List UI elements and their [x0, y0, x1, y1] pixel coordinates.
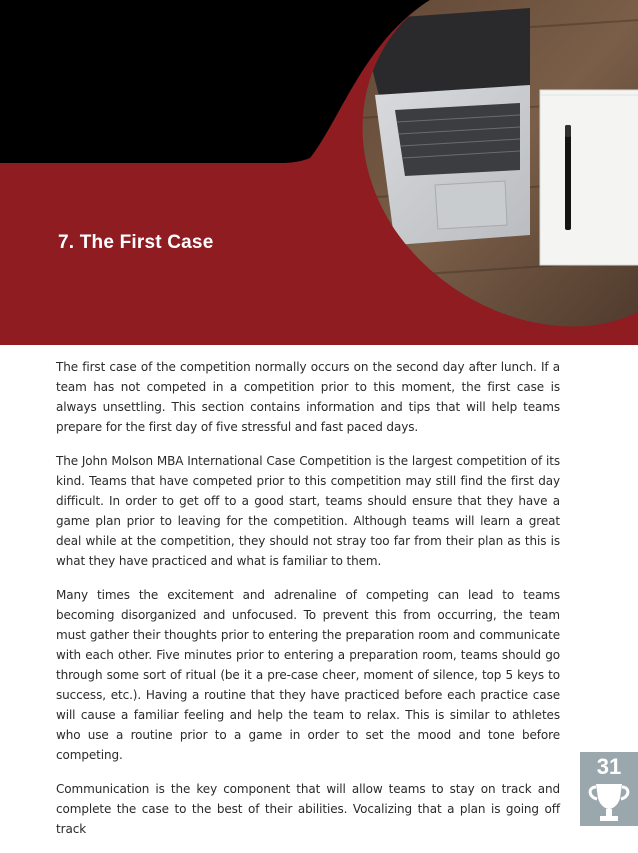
- paragraph: The first case of the competition normally occurs on the second day after lunch. If a team has not competed in a competition prior to this moment, the first case is always unsettling. This section contains information and tips that will help teams prepare for the first day of five stressful and fast paced days.: [56, 360, 560, 434]
- trophy-icon: [586, 782, 632, 826]
- chapter-title: 7. The First Case: [58, 232, 214, 253]
- paragraph: Many times the excitement and adrenaline of competing can lead to teams becoming disorganized and unfocused. To prevent this from occurring, the team must gather their thoughts prior to entering the preparation room and communicate with each other. Five minutes prior to entering a preparation room, teams should go through some sort of ritual (be it a pre-case cheer, moment of silence, top 5 keys to success, etc.). Having a routine that they have practiced before each practice case will cause a familiar feeling and help the team to relax. This is similar to athletes who use a routine prior to a game in order to set the mood and tone before competing.: [56, 588, 560, 762]
- page-number: 31: [596, 754, 622, 779]
- chapter-header: [0, 0, 638, 345]
- paragraph: Communication is the key component that will allow teams to stay on track and complete the case to the best of their abilities. Vocalizing that a plan is going off track: [56, 782, 560, 836]
- header-graphic: [0, 0, 638, 345]
- paragraph: The John Molson MBA International Case Competition is the largest competition of its kind. Teams that have competed prior to this competition may still find the first day difficult. In order to get off to a good start, teams should ensure that they have a game plan prior to leaving for the competition. Although teams will learn a great deal while at the competition, they should not stray too far from their plan as this is what they have practiced and what is familiar to them.: [56, 454, 560, 568]
- body-text: [56, 357, 560, 853]
- page-number-badge: [580, 752, 638, 826]
